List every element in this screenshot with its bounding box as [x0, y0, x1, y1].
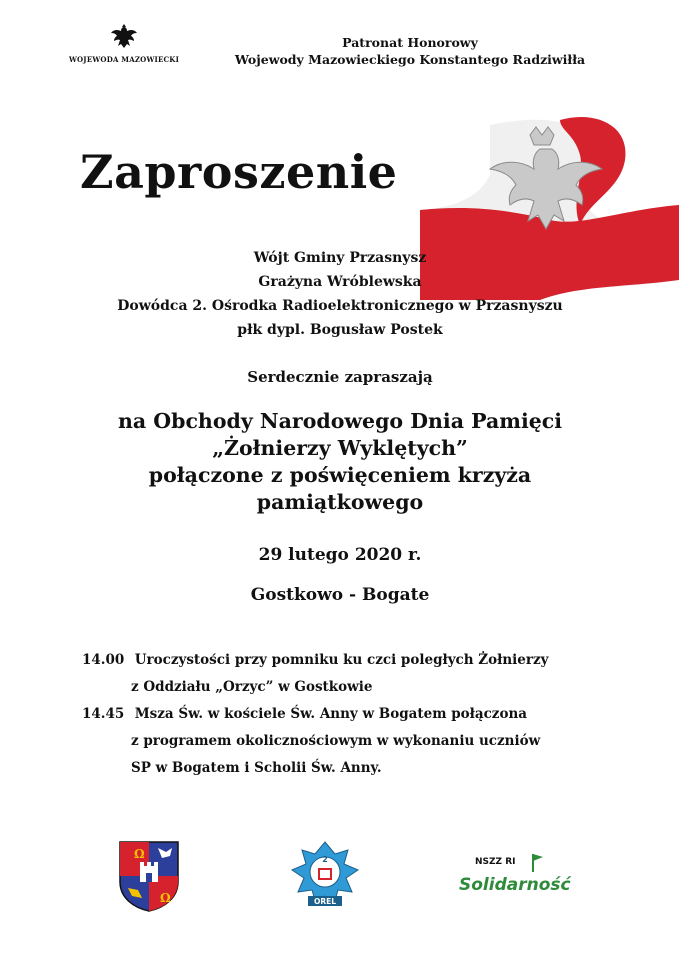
invite-line: Serdecznie zapraszają	[247, 368, 433, 386]
schedule-time: 14.00	[82, 652, 125, 668]
schedule-item	[82, 647, 642, 674]
svg-text:Ω: Ω	[134, 847, 145, 861]
schedule-item	[82, 701, 642, 728]
page-title: Zaproszenie	[80, 145, 398, 199]
eagle-emblem-icon	[110, 22, 138, 52]
gmina-coat-of-arms-icon	[118, 840, 180, 912]
event-title-line: „Żołnierzy Wyklętych”	[212, 436, 468, 460]
schedule-text: SP w Bogatem i Scholii Św. Anny.	[131, 760, 382, 776]
event-place: Gostkowo - Bogate	[250, 585, 430, 605]
patronage-line-1: Patronat Honorowy	[342, 35, 478, 50]
voivode-caption: WOJEWODA MAZOWIECKI	[68, 55, 180, 64]
orel-number: 2	[322, 855, 328, 864]
orel-badge-icon	[290, 840, 360, 912]
event-title	[40, 408, 640, 516]
host-line: płk dypl. Bogusław Postek	[237, 322, 443, 338]
voivode-logo	[58, 22, 190, 64]
nszz-text: NSZZ RI	[475, 857, 516, 867]
hosts-block	[60, 246, 620, 342]
solidarnosc-text: Solidarność	[459, 875, 571, 895]
schedule-time: 14.45	[82, 706, 125, 722]
event-title-line: na Obchody Narodowego Dnia Pamięci	[117, 409, 563, 433]
host-line: Grażyna Wróblewska	[258, 274, 422, 290]
event-title-line: pamiątkowego	[256, 490, 424, 514]
schedule-text: Msza Św. w kościele Św. Anny w Bogatem połączona	[134, 706, 528, 722]
patronage-block	[210, 34, 610, 68]
schedule-text: Uroczystości przy pomniku ku czci poległych Żołnierzy	[134, 652, 549, 668]
solidarnosc-logo-icon	[455, 850, 575, 902]
schedule-text: z Oddziału „Orzyc” w Gostkowie	[131, 679, 373, 695]
host-line: Wójt Gminy Przasnysz	[253, 250, 427, 266]
svg-text:Ω: Ω	[160, 891, 171, 905]
event-title-line: połączone z poświęceniem krzyża	[148, 463, 532, 487]
schedule-text: z programem okolicznościowym w wykonaniu uczniów	[131, 733, 541, 749]
event-date: 29 lutego 2020 r.	[258, 545, 422, 565]
schedule	[82, 647, 642, 782]
orel-text: OREL	[313, 897, 337, 906]
patronage-line-2: Wojewody Mazowieckiego Konstantego Radziwiłła	[234, 52, 586, 67]
host-line: Dowódca 2. Ośrodka Radioelektronicznego w Przasnyszu	[117, 298, 563, 314]
